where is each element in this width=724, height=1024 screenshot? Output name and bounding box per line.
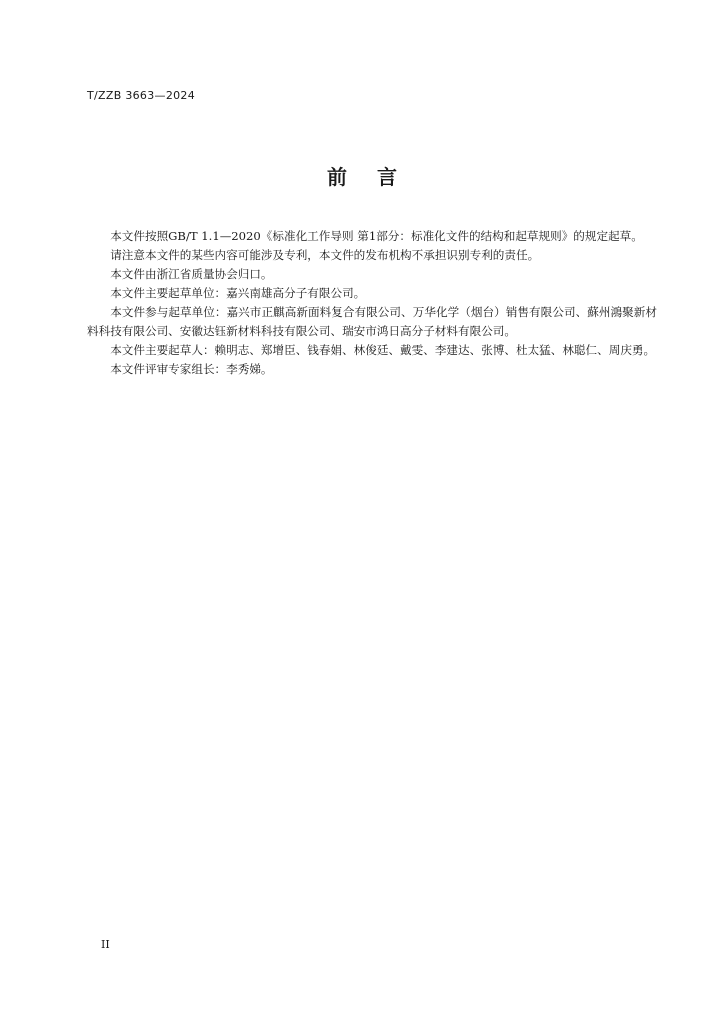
page-title: 前言 xyxy=(327,165,427,189)
paragraph-patent-notice: 请注意本文件的某些内容可能涉及专利，本文件的发布机构不承担识别专利的责任。 xyxy=(110,248,540,262)
page-number: II xyxy=(101,938,110,951)
paragraph-review-leader: 本文件评审专家组长：李秀娣。 xyxy=(110,362,273,376)
paragraph-main-drafters: 本文件主要起草人：赖明志、郑增臣、钱春娟、林俊廷、戴雯、李建达、张博、杜太猛、林聪仁、周庆勇。 xyxy=(110,343,656,357)
paragraph-participating-units: 本文件参与起草单位：嘉兴市正麒高新面料复合有限公司、万华化学（烟台）销售有限公司、蘇州鴻聚新材料科技有限公司、安徽达钰新材料科技有限公司、瑞安市鸿日高分子材料有限公司。 xyxy=(87,305,657,338)
paragraph-responsible-body: 本文件由浙江省质量协会归口。 xyxy=(110,267,273,281)
foreword-body xyxy=(87,227,657,379)
paragraph-main-drafting-unit: 本文件主要起草单位：嘉兴南雄高分子有限公司。 xyxy=(110,286,366,300)
document-code: T/ZZB 3663—2024 xyxy=(87,89,196,102)
paragraph-drafting-rules: 本文件按照GB/T 1.1—2020《标准化工作导则 第1部分：标准化文件的结构和起草规则》的规定起草。 xyxy=(110,229,643,243)
